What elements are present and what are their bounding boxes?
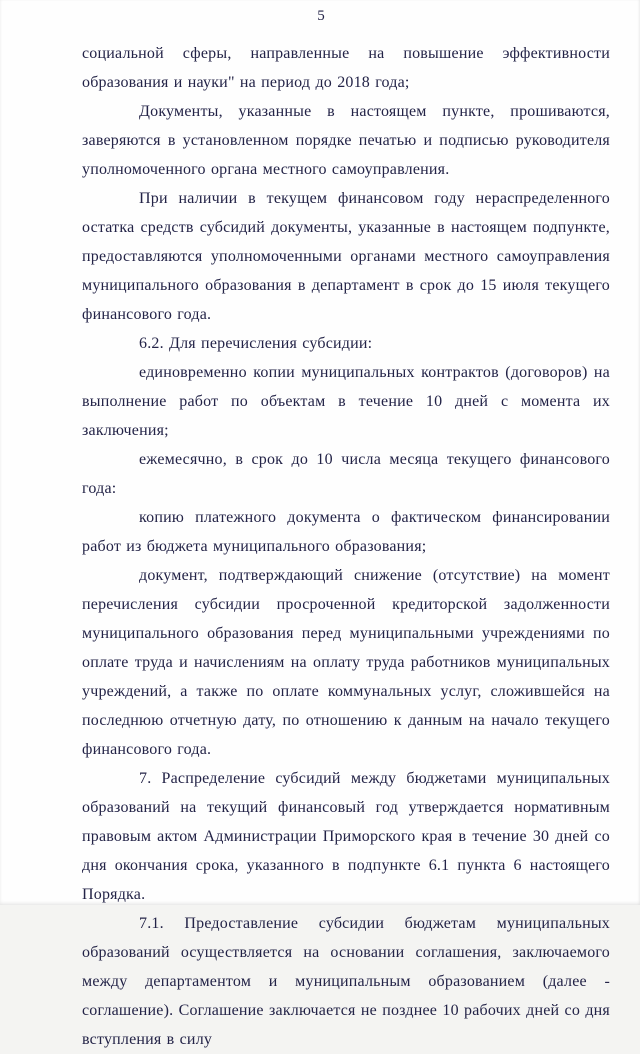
paragraph: 7. Распределение субсидий между бюджетами муниципальных образований на текущий финансовый год утверждается нормативным правовым актом Администрации Приморского края в течение 30 дней со дня окончания срока, указанного в подпункте 6.1 пункта 6 настоящего Порядка.: [82, 770, 610, 903]
paragraph: 7.1. Предоставление субсидии бюджетам муниципальных образований осуществляется на основании соглашения, заключаемого между департаментом и муниципальным образованием (далее - соглашение). Соглашение заключается не позднее 10 рабочих дней со дня вступления в силу: [82, 915, 610, 1048]
paragraph: единовременно копии муниципальных контрактов (договоров) на выполнение работ по объектам в течение 10 дней с момента их заключения;: [82, 364, 610, 439]
paragraph: копию платежного документа о фактическом финансировании работ из бюджета муниципального образования;: [82, 509, 610, 555]
paragraph: 6.2. Для перечисления субсидии:: [139, 335, 373, 352]
page-number: 5: [317, 8, 325, 24]
document-body: [82, 39, 610, 1054]
paragraph: ежемесячно, в срок до 10 числа месяца текущего финансового года:: [82, 451, 610, 497]
paragraph: документ, подтверждающий снижение (отсутствие) на момент перечисления субсидии просроченной кредиторской задолженности муниципального образования перед муниципальными учреждениями по оплате труда и начислениям на оплату труда работников муниципальных учреждений, а также по оплате коммунальных услуг, сложившейся на последнюю отчетную дату, по отношению к данным на начало текущего финансового года.: [82, 567, 610, 758]
paragraph: Документы, указанные в настоящем пункте, прошиваются, заверяются в установленном порядке печатью и подписью руководителя уполномоченного органа местного самоуправления.: [82, 103, 610, 178]
paragraph: При наличии в текущем финансовом году нераспределенного остатка средств субсидий документы, указанные в настоящем подпункте, предоставляются уполномоченными органами местного самоуправления муниципального образования в департамент в срок до 15 июля текущего финансового года.: [82, 190, 610, 323]
paragraph: социальной сферы, направленные на повышение эффективности образования и науки" на период до 2018 года;: [82, 45, 610, 91]
